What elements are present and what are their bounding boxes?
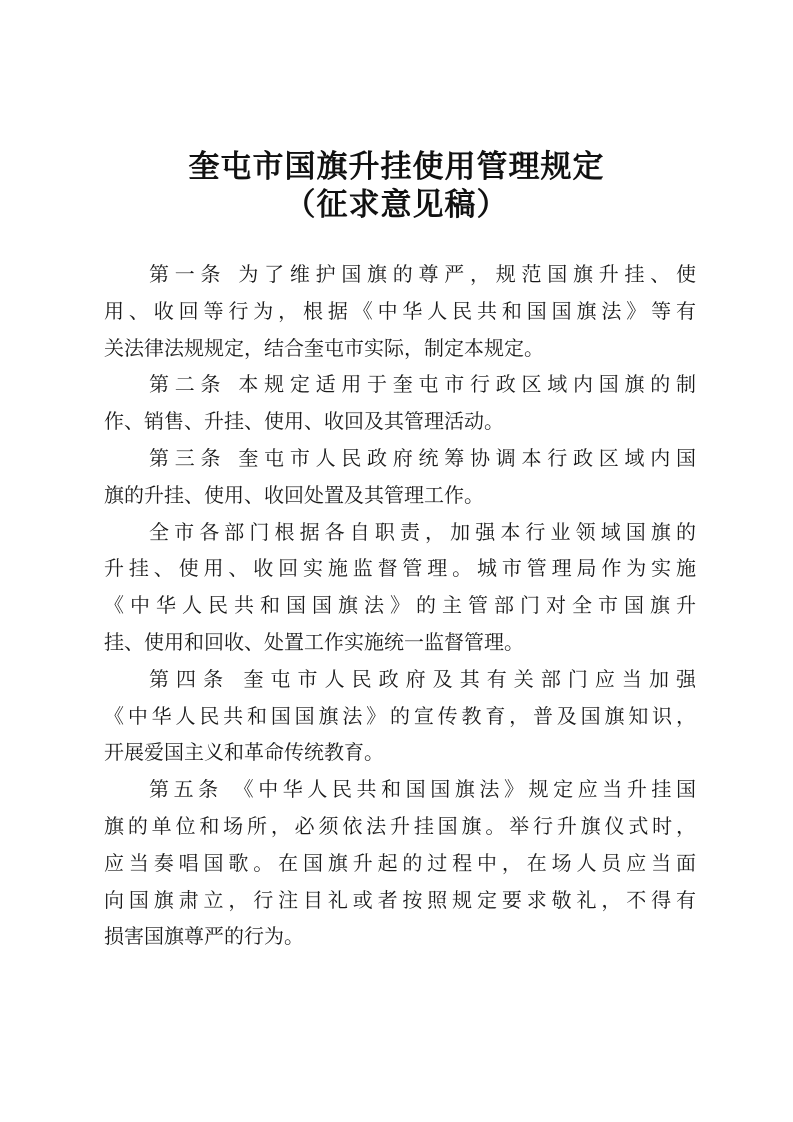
article-5-line-4: 向国旗肃立，行注目礼或者按照规定要求敬礼，不得有	[104, 887, 696, 912]
article-2-line-1: 第二条 本规定适用于奎屯市行政区域内国旗的制	[149, 372, 696, 397]
article-2-line-2: 作、销售、升挂、使用、收回及其管理活动。	[104, 409, 504, 434]
article-4-line-2: 《中华人民共和国国旗法》的宣传教育，普及国旗知识，	[104, 703, 696, 728]
paragraph-line-1: 全市各部门根据各自职责，加强本行业领域国旗的	[149, 519, 696, 544]
paragraph-line-4: 挂、使用和回收、处置工作实施统一监督管理。	[104, 629, 524, 654]
article-4-line-1: 第四条 奎屯市人民政府及其有关部门应当加强	[149, 666, 696, 691]
article-4-line-3: 开展爱国主义和革命传统教育。	[104, 740, 384, 765]
article-5-line-3: 应当奏唱国歌。在国旗升起的过程中，在场人员应当面	[104, 850, 696, 875]
article-5-line-2: 旗的单位和场所，必须依法升挂国旗。举行升旗仪式时，	[104, 813, 696, 838]
article-1-line-3: 关法律法规规定，结合奎屯市实际，制定本规定。	[104, 335, 544, 360]
article-5-line-1: 第五条 《中华人民共和国国旗法》规定应当升挂国	[149, 777, 696, 802]
document-body	[104, 256, 696, 955]
article-1-line-1: 第一条 为了维护国旗的尊严，规范国旗升挂、使	[149, 262, 696, 286]
document-title: 奎屯市国旗升挂使用管理规定	[188, 149, 605, 185]
article-5-line-5: 损害国旗尊严的行为。	[104, 924, 304, 949]
article-1-line-2: 用、收回等行为，根据《中华人民共和国国旗法》等有	[104, 298, 696, 323]
article-3-line-2: 旗的升挂、使用、收回处置及其管理工作。	[104, 482, 484, 507]
paragraph-line-3: 《中华人民共和国国旗法》的主管部门对全市国旗升	[104, 593, 696, 618]
paragraph-line-2: 升挂、使用、收回实施监督管理。城市管理局作为实施	[104, 556, 696, 581]
article-3-line-1: 第三条 奎屯市人民政府统筹协调本行政区域内国	[149, 445, 696, 470]
document-subtitle: （征求意见稿）	[284, 187, 509, 223]
